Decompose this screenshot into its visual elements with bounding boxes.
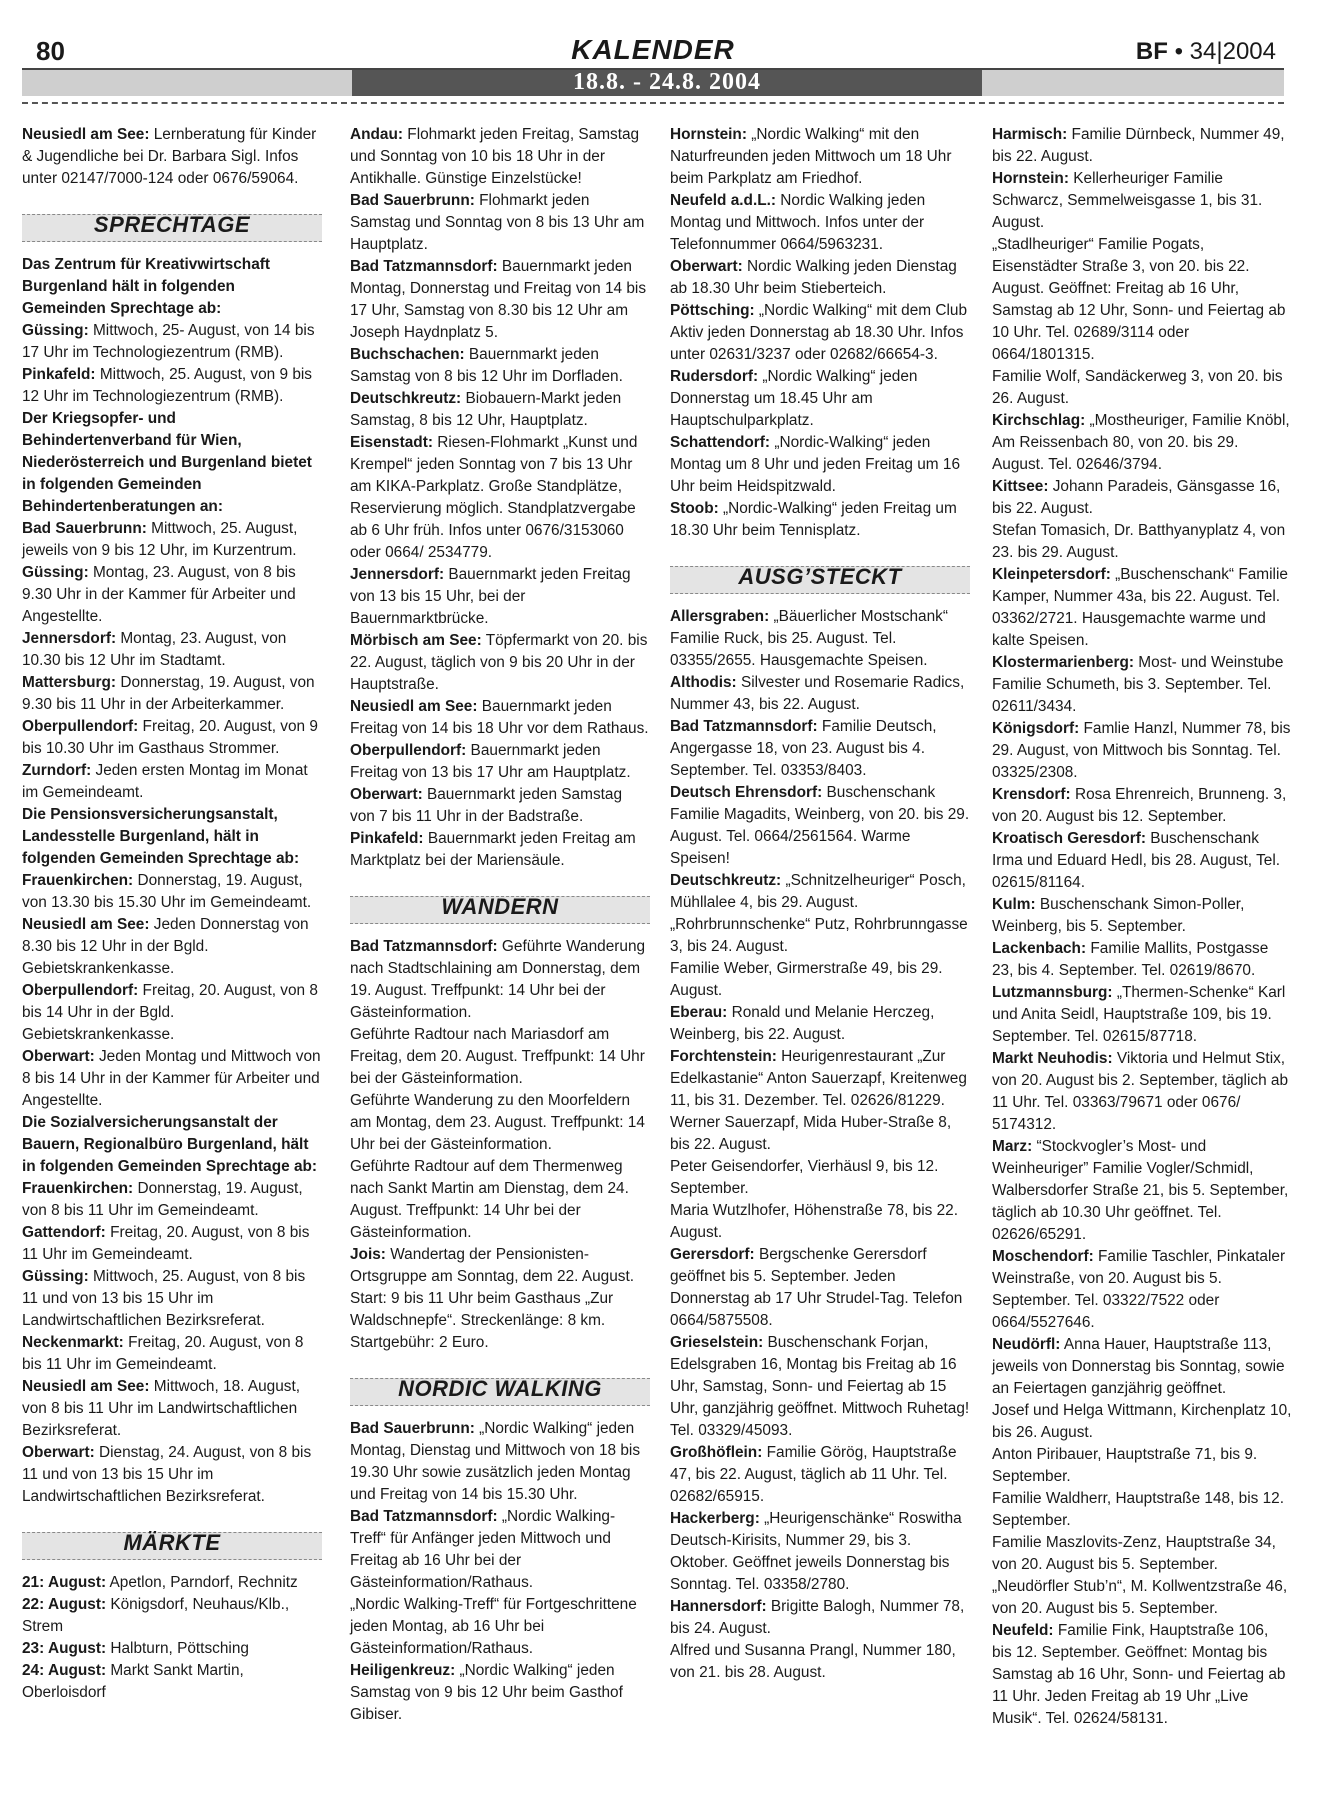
entry-place: Klostermarienberg: — [992, 654, 1134, 671]
entry — [670, 1332, 970, 1442]
entry — [22, 628, 322, 672]
entry-text: Buschenschank Forjan, Edelsgraben 16, Montag bis Freitag ab 16 Uhr, Samstag, Sonn- und Feiertag ab 15 Uhr, ganzjährig geöffnet. Mittwoch Ruhetag! Tel. 03329/45093. — [670, 1334, 970, 1439]
entry-place: 21: August: — [22, 1574, 107, 1591]
entry — [670, 498, 970, 542]
entry — [350, 1090, 650, 1156]
entry-text: „Heurigenschänke“ Roswitha Deutsch-Kirisits, Nummer 29, bis 3. Oktober. Geöffnet jeweils Donnerstag bis Sonntag. Tel. 03358/2780. — [670, 1510, 962, 1593]
entry-text: Familie Waldherr, Hauptstraße 148, bis 12. September. — [992, 1490, 1284, 1529]
entry-place: Zurndorf: — [22, 762, 92, 779]
entry-text: Mittwoch, 25. August, von 8 bis 11 und von 13 bis 15 Uhr im Landwirtschaftlichen Bezirksreferat. — [22, 1268, 306, 1329]
entry-place: Neudörfl: — [992, 1336, 1061, 1353]
entry-place: Schattendorf: — [670, 434, 771, 451]
entry — [992, 784, 1292, 828]
entry-text: Markt Sankt Martin, Oberloisdorf — [22, 1662, 244, 1701]
entry-place: Oberwart: — [22, 1048, 95, 1065]
entry-text: „Nordic-Walking“ jeden Montag um 8 Uhr und jeden Freitag um 16 Uhr beim Heidspitzwald. — [670, 434, 961, 495]
entry — [992, 366, 1292, 410]
entry — [22, 1222, 322, 1266]
entry-text: Mittwoch, 25. August, von 9 bis 12 Uhr im Technologiezentrum (RMB). — [22, 366, 313, 405]
entry-text: Anton Piribauer, Hauptstraße 71, bis 9. September. — [992, 1446, 1258, 1485]
entry — [22, 1046, 322, 1112]
entry — [22, 804, 322, 870]
entry-place: Neusiedl am See: — [22, 1378, 150, 1395]
entry — [22, 980, 322, 1046]
entry-place: Jois: — [350, 1246, 386, 1263]
column-2 — [350, 124, 650, 1726]
entry-text: Josef und Helga Wittmann, Kirchenplatz 10, bis 26. August. — [992, 1402, 1292, 1441]
entry-text: Dienstag, 24. August, von 8 bis 11 und von 13 bis 15 Uhr im Landwirtschaftlichen Bezirksreferat. — [22, 1444, 312, 1505]
entry — [670, 870, 970, 914]
entry-place: Großhöflein: — [670, 1444, 763, 1461]
entry — [992, 938, 1292, 982]
entry — [350, 1594, 650, 1660]
entry-place: Grieselstein: — [670, 1334, 764, 1351]
entry — [992, 520, 1292, 564]
entry-text: Halbturn, Pöttsching — [106, 1640, 249, 1657]
entry-text: Freitag, 20. August, von 8 bis 11 Uhr im Gemeindeamt. — [22, 1334, 304, 1373]
entry — [350, 630, 650, 696]
entry-place: Die Sozialversicherungsanstalt der Bauern, Regionalbüro Burgenland, hält in folgenden Gemeinden Sprechtage ab: — [22, 1114, 318, 1175]
entry-text: Jeden Donnerstag von 8.30 bis 12 Uhr in der Bgld. Gebietskrankenkasse. — [22, 916, 309, 977]
entry-text: Bauernmarkt jeden Freitag von 13 bis 17 Uhr am Hauptplatz. — [350, 742, 631, 781]
entry — [670, 366, 970, 432]
entry-place: Die Pensionsversicherungsanstalt, Landesstelle Burgenland, hält in folgenden Gemeinden Sprechtage ab: — [22, 806, 300, 867]
entry-place: Das Zentrum für Kreativwirtschaft Burgenland hält in folgenden Gemeinden Sprechtage ab: — [22, 256, 271, 317]
entry-place: Allersgraben: — [670, 608, 770, 625]
entry-text: Riesen-Flohmarkt „Kunst und Krempel“ jeden Sonntag von 7 bis 13 Uhr am KIKA-Parkplatz. Große Standplätze, Reservierung möglich. Standplatzvergabe ab 6 Uhr früh. Infos unter 0676/3153060 oder 0664/ 2534779. — [350, 434, 638, 561]
entry-text: Familie Wolf, Sandäckerweg 3, von 20. bis 26. August. — [992, 368, 1283, 407]
entry-text: Mittwoch, 25. August, jeweils von 9 bis 12 Uhr, im Kurzentrum. — [22, 520, 298, 559]
entry-place: Mörbisch am See: — [350, 632, 482, 649]
entry — [992, 410, 1292, 476]
entry — [992, 1532, 1292, 1576]
entry-text: Bauernmarkt jeden Freitag von 14 bis 18 Uhr vor dem Rathaus. — [350, 698, 649, 737]
entry — [350, 1418, 650, 1506]
entry — [670, 1244, 970, 1332]
entry — [22, 914, 322, 980]
entry-text: Familie Taschler, Pinkataler Weinstraße, von 20. August bis 5. September. Tel. 03322/7522 oder 0664/5527646. — [992, 1248, 1286, 1331]
entry — [22, 364, 322, 408]
entry — [992, 476, 1292, 520]
entry — [350, 1156, 650, 1244]
entry — [22, 124, 322, 190]
entry-text: Rosa Ehrenreich, Brunneng. 3, von 20. August bis 12. September. — [992, 786, 1287, 825]
issue-number: 34|2004 — [1189, 38, 1276, 65]
entry — [22, 672, 322, 716]
entry — [670, 124, 970, 190]
entry — [350, 344, 650, 388]
entry-text: Bauernmarkt jeden Freitag von 13 bis 15 Uhr, bei der Bauernmarktbrücke. — [350, 566, 631, 627]
entry-text: Nordic Walking jeden Montag und Mittwoch. Infos unter der Telefonnummer 0664/5963231. — [670, 192, 926, 253]
section-title: MÄRKTE — [123, 1530, 221, 1555]
entry-text: „Schnitzelheuriger“ Posch, Mühllalee 4, bis 29. August. — [670, 872, 966, 911]
section-title: NORDIC WALKING — [398, 1376, 602, 1401]
entry-place: Gerersdorf: — [670, 1246, 755, 1263]
entry — [350, 740, 650, 784]
entry-place: Neusiedl am See: — [350, 698, 478, 715]
entry — [22, 1442, 322, 1508]
entry-text: Mittwoch, 25- August, von 14 bis 17 Uhr im Technologiezentrum (RMB). — [22, 322, 315, 361]
entry-text: Geführte Radtour auf dem Thermenweg nach Sankt Martin am Dienstag, dem 24. August. Treffpunkt: 14 Uhr bei der Gästeinformation. — [350, 1158, 629, 1241]
entry-place: Pinkafeld: — [350, 830, 424, 847]
entry-text: Familie Maszlovits-Zenz, Hauptstraße 34, von 20. August bis 5. September. — [992, 1534, 1276, 1573]
entry — [350, 696, 650, 740]
entry — [670, 672, 970, 716]
entry — [22, 1376, 322, 1442]
entry — [22, 1660, 322, 1704]
entry-place: Deutschkreutz: — [670, 872, 782, 889]
entry-text: Peter Geisendorfer, Vierhäusl 9, bis 12. September. — [670, 1158, 939, 1197]
entry-place: Bad Sauerbrunn: — [350, 1420, 475, 1437]
entry-place: Gattendorf: — [22, 1224, 106, 1241]
entry-text: „Bäuerlicher Mostschank“ Familie Ruck, bis 25. August. Tel. 03355/2655. Hausgemachte Speisen. — [670, 608, 948, 669]
entry — [670, 1596, 970, 1640]
entry-text: Geführte Wanderung zu den Moorfeldern am Montag, dem 23. August. Treffpunkt: 14 Uhr bei der Gästeinformation. — [350, 1092, 645, 1153]
entry — [992, 564, 1292, 652]
entry — [670, 1112, 970, 1156]
entry-text: Familie Weber, Girmerstraße 49, bis 29. August. — [670, 960, 943, 999]
entry — [992, 982, 1292, 1048]
entry — [350, 1506, 650, 1594]
entry — [22, 518, 322, 562]
entry — [670, 1002, 970, 1046]
entry — [350, 124, 650, 190]
entry-place: Heiligenkreuz: — [350, 1662, 456, 1679]
entry-text: Apetlon, Parndorf, Rechnitz — [106, 1574, 298, 1591]
entry-place: Jennersdorf: — [22, 630, 117, 647]
entry — [992, 1444, 1292, 1488]
entry-text: Buschenschank Simon-Poller, Weinberg, bis 5. September. — [992, 896, 1245, 935]
entry-place: 24: August: — [22, 1662, 107, 1679]
entry-place: Frauenkirchen: — [22, 1180, 134, 1197]
separator: • — [1174, 38, 1183, 65]
column-4 — [992, 124, 1292, 1730]
entry — [22, 562, 322, 628]
entry-text: Alfred und Susanna Prangl, Nummer 180, von 21. bis 28. August. — [670, 1642, 956, 1681]
entry-place: Neckenmarkt: — [22, 1334, 124, 1351]
entry — [992, 894, 1292, 938]
entry-text: Ronald und Melanie Herczeg, Weinberg, bis 22. August. — [670, 1004, 935, 1043]
entry-text: Most- und Weinstube Familie Schumeth, bis 3. September. Tel. 02611/3434. — [992, 654, 1284, 715]
entry-place: Der Kriegsopfer- und Behindertenverband für Wien, Niederösterreich und Burgenland bietet in folgenden Gemeinden Behindertenberatungen an: — [22, 410, 312, 515]
entry-place: Althodis: — [670, 674, 737, 691]
entry-text: Flohmarkt jeden Samstag und Sonntag von 8 bis 13 Uhr am Hauptplatz. — [350, 192, 645, 253]
entry — [992, 1136, 1292, 1246]
entry-place: Oberwart: — [350, 786, 423, 803]
entry-text: Biobauern-Markt jeden Samstag, 8 bis 12 Uhr, Hauptplatz. — [350, 390, 622, 429]
date-range: 18.8. - 24.8. 2004 — [352, 68, 982, 96]
entry — [992, 1334, 1292, 1400]
entry — [670, 1200, 970, 1244]
entry-place: Pinkafeld: — [22, 366, 96, 383]
entry — [22, 1594, 322, 1638]
entry-text: Silvester und Rosemarie Radics, Nummer 43, bis 22. August. — [670, 674, 965, 713]
entry-text: Familie Görög, Hauptstraße 47, bis 22. August, täglich ab 11 Uhr. Tel. 02682/65915. — [670, 1444, 957, 1505]
entry-place: Oberpullendorf: — [22, 982, 139, 999]
publication-name: BF — [1135, 38, 1168, 65]
issue-info — [1136, 38, 1276, 66]
entry-place: 23: August: — [22, 1640, 107, 1657]
entry — [22, 1332, 322, 1376]
entry — [350, 432, 650, 564]
entry-place: Kittsee: — [992, 478, 1049, 495]
entry-place: Deutschkreutz: — [350, 390, 462, 407]
entry-place: Neufeld a.d.L.: — [670, 192, 777, 209]
entry — [22, 1112, 322, 1178]
entry-place: Königsdorf: — [992, 720, 1080, 737]
entry-text: Lernberatung für Kinder & Jugendliche bei Dr. Barbara Sigl. Infos unter 02147/7000-124 oder 0676/59064. — [22, 126, 317, 187]
entry — [992, 1576, 1292, 1620]
entry — [992, 652, 1292, 718]
column-1 — [22, 124, 322, 1704]
entry-place: Deutsch Ehrensdorf: — [670, 784, 823, 801]
section-header — [350, 1374, 650, 1408]
entry-text: Wandertag der Pensionisten-Ortsgruppe am Sonntag, dem 22. August. Start: 9 bis 11 Uhr beim Gasthaus „Zur Waldschnepfe“. Streckenlänge: 8 km. Startgebühr: 2 Euro. — [350, 1246, 635, 1351]
entry-text: Montag, 23. August, von 10.30 bis 12 Uhr im Stadtamt. — [22, 630, 287, 669]
entry-place: Neusiedl am See: — [22, 916, 150, 933]
entry-place: Oberpullendorf: — [22, 718, 139, 735]
entry-place: Güssing: — [22, 1268, 89, 1285]
section-header — [22, 210, 322, 244]
entry-place: Hannersdorf: — [670, 1598, 767, 1615]
entry-text: „Stadlheuriger“ Familie Pogats, Eisenstädter Straße 3, von 20. bis 22. August. Geöffnet: Freitag ab 16 Uhr, Samstag ab 12 Uhr, Sonn- und Feiertag ab 10 Uhr. Tel. 02689/3114 oder 0664/1801315. — [992, 236, 1286, 363]
entry — [670, 432, 970, 498]
entry-text: „Nordic Walking-Treff“ für Fortgeschrittene jeden Montag, ab 16 Uhr bei Gästeinformation/Rathaus. — [350, 1596, 637, 1657]
entry — [992, 1620, 1292, 1730]
entry — [670, 606, 970, 672]
entry-text: „Nordic Walking“ jeden Donnerstag um 18.45 Uhr am Hauptschulparkplatz. — [670, 368, 918, 429]
entry-place: Hackerberg: — [670, 1510, 760, 1527]
section-title: SPRECHTAGE — [93, 212, 251, 237]
entry-place: Kulm: — [992, 896, 1036, 913]
entry-place: Bad Sauerbrunn: — [350, 192, 475, 209]
column-3 — [670, 124, 970, 1684]
entry — [670, 1442, 970, 1508]
entry — [350, 936, 650, 1024]
entry — [350, 190, 650, 256]
entry — [22, 1266, 322, 1332]
entry-place: Moschendorf: — [992, 1248, 1094, 1265]
entry-place: Neusiedl am See: — [22, 126, 150, 143]
entry-text: „Nordic Walking“ jeden Montag, Dienstag und Mittwoch von 18 bis 19.30 Uhr sowie zusätzlich jeden Montag und Freitag von 14 bis 15.30 Uhr. — [350, 1420, 641, 1503]
page-number: 80 — [36, 36, 65, 66]
entry-place: Rudersdorf: — [670, 368, 759, 385]
entry-place: Oberwart: — [22, 1444, 95, 1461]
entry — [350, 564, 650, 630]
entry-text: Werner Sauerzapf, Mida Huber-Straße 8, bis 22. August. — [670, 1114, 952, 1153]
entry-text: Familie Dürnbeck, Nummer 49, bis 22. August. — [992, 126, 1285, 165]
entry — [22, 254, 322, 320]
entry — [22, 760, 322, 804]
entry-text: Freitag, 20. August, von 8 bis 11 Uhr im Gemeindeamt. — [22, 1224, 310, 1263]
entry-place: Marz: — [992, 1138, 1033, 1155]
entry-text: Buschenschank Familie Magadits, Weinberg, von 20. bis 29. August. Tel. 0664/2561564. Warme Speisen! — [670, 784, 970, 867]
entry-text: Familie Deutsch, Angergasse 18, von 23. August bis 4. September. Tel. 03353/8403. — [670, 718, 937, 779]
entry-text: Nordic Walking jeden Dienstag ab 18.30 Uhr beim Stieberteich. — [670, 258, 957, 297]
entry — [22, 1638, 322, 1660]
entry-text: Montag, 23. August, von 8 bis 9.30 Uhr in der Kammer für Arbeiter und Angestellte. — [22, 564, 296, 625]
entry-text: „Neudörfler Stub’n“, M. Kollwentzstraße 46, von 20. August bis 5. September. — [992, 1578, 1288, 1617]
entry — [670, 1156, 970, 1200]
entry — [992, 168, 1292, 234]
entry-place: Kleinpetersdorf: — [992, 566, 1111, 583]
entry — [350, 1024, 650, 1090]
entry-text: Kellerheuriger Familie Schwarcz, Semmelweisgasse 1, bis 31. August. — [992, 170, 1263, 231]
entry-text: Bauernmarkt jeden Samstag von 8 bis 12 Uhr im Dorfladen. — [350, 346, 623, 385]
entry-text: „Buschenschank“ Familie Kamper, Nummer 43a, bis 22. August. Tel. 03362/2721. Hausgemachte warme und kalte Speisen. — [992, 566, 1288, 649]
entry — [670, 716, 970, 782]
entry-text: Maria Wutzlhofer, Höhenstraße 78, bis 22. August. — [670, 1202, 959, 1241]
entry — [992, 124, 1292, 168]
entry-place: Bad Tatzmannsdorf: — [350, 938, 498, 955]
entry-place: Markt Neuhodis: — [992, 1050, 1113, 1067]
entry-place: Mattersburg: — [22, 674, 117, 691]
entry-text: Töpfermarkt von 20. bis 22. August, täglich von 9 bis 20 Uhr in der Hauptstraße. — [350, 632, 648, 693]
page-title: KALENDER — [571, 34, 735, 65]
entry-text: Donnerstag, 19. August, von 13.30 bis 15.30 Uhr im Gemeindeamt. — [22, 872, 312, 911]
entry-place: Buchschachen: — [350, 346, 465, 363]
entry-text: Donnerstag, 19. August, von 8 bis 11 Uhr im Gemeindeamt. — [22, 1180, 303, 1219]
entry-text: Bergschenke Gerersdorf geöffnet bis 5. September. Jeden Donnerstag ab 17 Uhr Strudel-Tag. Telefon 0664/5875508. — [670, 1246, 963, 1329]
section-header — [350, 892, 650, 926]
entry-place: Bad Tatzmannsdorf: — [350, 1508, 498, 1525]
entry-place: Güssing: — [22, 322, 89, 339]
entry — [350, 1244, 650, 1354]
entry — [22, 1178, 322, 1222]
entry-place: Pöttsching: — [670, 302, 755, 319]
entry-place: Oberpullendorf: — [350, 742, 467, 759]
entry-text: Familie Mallits, Postgasse 23, bis 4. September. Tel. 02619/8670. — [992, 940, 1269, 979]
entry — [22, 716, 322, 760]
entry — [670, 1508, 970, 1596]
entry-place: Neufeld: — [992, 1622, 1054, 1639]
entry-text: Brigitte Balogh, Nummer 78, bis 24. August. — [670, 1598, 965, 1637]
entry-place: Bad Tatzmannsdorf: — [350, 258, 498, 275]
entry-text: Anna Hauer, Hauptstraße 113, jeweils von Donnerstag bis Sonntag, sowie an Feiertagen ganzjährig geöffnet. — [992, 1336, 1285, 1397]
entry-text: Heurigenrestaurant „Zur Edelkastanie“ Anton Sauerzapf, Kreitenweg 11, bis 31. Dezember. Tel. 02626/81229. — [670, 1048, 967, 1109]
entry — [992, 234, 1292, 366]
entry-place: Bad Tatzmannsdorf: — [670, 718, 818, 735]
entry-text: Viktoria und Helmut Stix, von 20. August bis 2. September, täglich ab 11 Uhr. Tel. 03363/79671 oder 0676/ 5174312. — [992, 1050, 1289, 1133]
entry — [992, 718, 1292, 784]
entry-place: Eberau: — [670, 1004, 728, 1021]
entry-text: „Nordic Walking“ jeden Samstag von 9 bis 12 Uhr beim Gasthof Gibiser. — [350, 1662, 623, 1723]
entry-text: Freitag, 20. August, von 9 bis 10.30 Uhr im Gasthaus Strommer. — [22, 718, 318, 757]
entry — [992, 1246, 1292, 1334]
entry-text: Famlie Hanzl, Nummer 78, bis 29. August, von Mittwoch bis Sonntag. Tel. 03325/2308. — [992, 720, 1291, 781]
entry — [992, 1488, 1292, 1532]
entry-place: Lackenbach: — [992, 940, 1087, 957]
entry — [670, 1640, 970, 1684]
entry-text: „Nordic Walking-Treff“ für Anfänger jeden Mittwoch und Freitag ab 16 Uhr bei der Gästeinformation/Rathaus. — [350, 1508, 616, 1591]
entry-place: Oberwart: — [670, 258, 743, 275]
entry-text: Stefan Tomasich, Dr. Batthyanyplatz 4, von 23. bis 29. August. — [992, 522, 1286, 561]
entry — [670, 1046, 970, 1112]
entry-text: Geführte Wanderung nach Stadtschlaining am Donnerstag, dem 19. August. Treffpunkt: 14 Uhr bei der Gästeinformation. — [350, 938, 646, 1021]
entry-place: Jennersdorf: — [350, 566, 445, 583]
entry-place: Hornstein: — [992, 170, 1069, 187]
entry-text: Jeden ersten Montag im Monat im Gemeindeamt. — [22, 762, 308, 801]
entry — [350, 784, 650, 828]
entry — [670, 190, 970, 256]
entry-place: Kirchschlag: — [992, 412, 1086, 429]
entry-text: Bauernmarkt jeden Freitag am Marktplatz bei der Mariensäule. — [350, 830, 636, 869]
page-header — [22, 34, 1284, 98]
entry-place: Kroatisch Geresdorf: — [992, 830, 1146, 847]
entry-place: Bad Sauerbrunn: — [22, 520, 147, 537]
entry-place: Krensdorf: — [992, 786, 1071, 803]
entry-text: Donnerstag, 19. August, von 9.30 bis 11 Uhr in der Arbeiterkammer. — [22, 674, 315, 713]
entry — [22, 1572, 322, 1594]
entry-text: Bauernmarkt jeden Montag, Donnerstag und Freitag von 14 bis 17 Uhr, Samstag von 8.30 bis 12 Uhr am Joseph Haydnplatz 5. — [350, 258, 647, 341]
entry-text: „Nordic Walking“ mit den Naturfreunden jeden Mittwoch um 18 Uhr beim Parkplatz am Friedhof. — [670, 126, 952, 187]
entry-text: „Nordic Walking“ mit dem Club Aktiv jeden Donnerstag ab 18.30 Uhr. Infos unter 02631/3237 oder 02682/66654-3. — [670, 302, 968, 363]
entry-place: 22: August: — [22, 1596, 107, 1613]
entry — [670, 300, 970, 366]
dashed-divider — [22, 102, 1284, 104]
entry-place: Güssing: — [22, 564, 89, 581]
entry-text: Freitag, 20. August, von 8 bis 14 Uhr in der Bgld. Gebietskrankenkasse. — [22, 982, 318, 1043]
entry — [992, 1048, 1292, 1136]
section-title: WANDERN — [441, 894, 559, 919]
entry-place: Stoob: — [670, 500, 719, 517]
entry-text: „Nordic-Walking“ jeden Freitag um 18.30 Uhr beim Tennisplatz. — [670, 500, 957, 539]
entry-text: Johann Paradeis, Gänsgasse 16, bis 22. August. — [992, 478, 1281, 517]
section-title: AUSG’STECKT — [738, 564, 902, 589]
entry — [22, 870, 322, 914]
entry — [350, 388, 650, 432]
entry-text: Mittwoch, 18. August, von 8 bis 11 Uhr im Landwirtschaftlichen Bezirksreferat. — [22, 1378, 301, 1439]
entry-text: Flohmarkt jeden Freitag, Samstag und Sonntag von 10 bis 18 Uhr in der Antikhalle. Günstige Einzelstücke! — [350, 126, 640, 187]
entry-text: „Mostheuriger, Familie Knöbl, Am Reissenbach 80, von 20. bis 29. August. Tel. 02646/3794. — [992, 412, 1290, 473]
section-header — [670, 562, 970, 596]
entry — [22, 408, 322, 518]
entry-text: Familie Fink, Hauptstraße 106, bis 12. September. Geöffnet: Montag bis Samstag ab 16 Uhr, Sonn- und Feiertag ab 11 Uhr. Jeden Freitag ab 19 Uhr „Live Musik“. Tel. 02624/58131. — [992, 1622, 1286, 1727]
entry-text: „Thermen-Schenke“ Karl und Anita Seidl, Hauptstraße 109, bis 19. September. Tel. 02615/87718. — [992, 984, 1286, 1045]
entry — [670, 782, 970, 870]
entry-place: Lutzmannsburg: — [992, 984, 1113, 1001]
entry — [350, 256, 650, 344]
entry-text: Königsdorf, Neuhaus/Klb., Strem — [22, 1596, 290, 1635]
entry-text: “Stockvogler’s Most- und Weinheuriger” Familie Vogler/Schmidl, Walbersdorfer Straße 21, bis 5. September, täglich ab 10.30 Uhr geöffnet. Tel. 02626/65291. — [992, 1138, 1289, 1243]
entry-place: Frauenkirchen: — [22, 872, 134, 889]
entry — [992, 1400, 1292, 1444]
entry — [992, 828, 1292, 894]
entry — [670, 958, 970, 1002]
entry — [670, 256, 970, 300]
entry-place: Andau: — [350, 126, 404, 143]
entry — [350, 828, 650, 872]
entry-place: Eisenstadt: — [350, 434, 433, 451]
entry-text: Bauernmarkt jeden Samstag von 7 bis 11 Uhr in der Badstraße. — [350, 786, 623, 825]
header-rule — [22, 68, 1284, 70]
entry-text: Jeden Montag und Mittwoch von 8 bis 14 Uhr in der Kammer für Arbeiter und Angestellte. — [22, 1048, 321, 1109]
entry-place: Forchtenstein: — [670, 1048, 777, 1065]
section-header — [22, 1528, 322, 1562]
entry-place: Harmisch: — [992, 126, 1068, 143]
entry-text: Geführte Radtour nach Mariasdorf am Freitag, dem 20. August. Treffpunkt: 14 Uhr bei der Gästeinformation. — [350, 1026, 645, 1087]
entry-text: „Rohrbrunnschenke“ Putz, Rohrbrunngasse 3, bis 24. August. — [670, 916, 968, 955]
entry-text: Buschenschank Irma und Eduard Hedl, bis 28. August, Tel. 02615/81164. — [992, 830, 1281, 891]
entry — [350, 1660, 650, 1726]
entry — [670, 914, 970, 958]
entry-place: Hornstein: — [670, 126, 747, 143]
entry — [22, 320, 322, 364]
